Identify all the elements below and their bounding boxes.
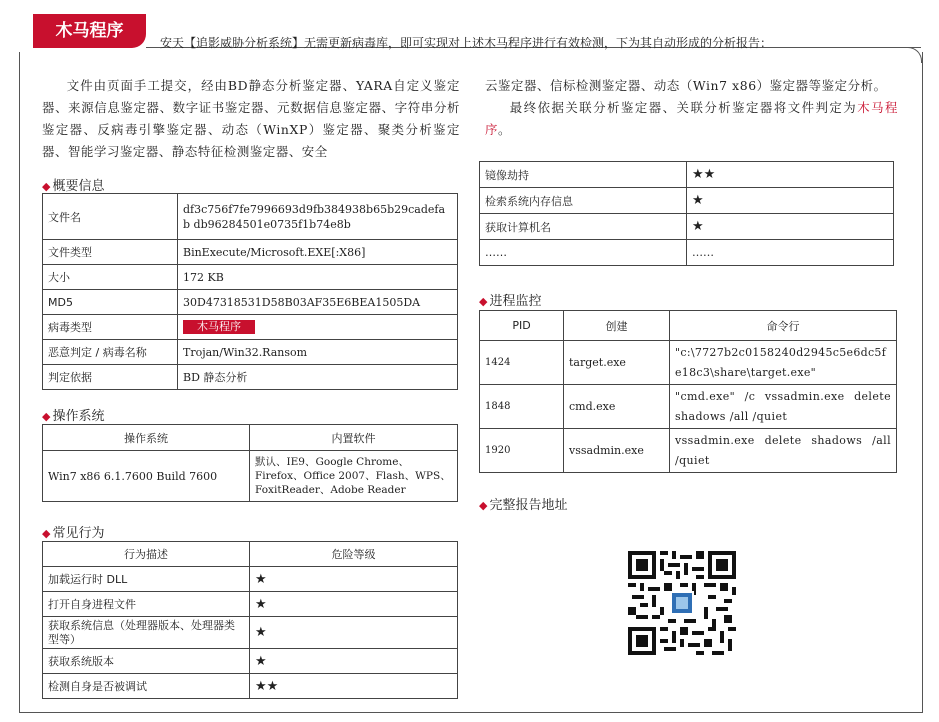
process-name: vssadmin.exe — [564, 429, 670, 473]
behavior-desc: 加载运行时 DLL — [43, 567, 250, 592]
overview-title — [42, 175, 104, 194]
intro-left — [42, 75, 460, 163]
report-title-text: 完整报告地址 — [489, 498, 568, 513]
overview-value: 172 KB — [178, 265, 458, 290]
table-row — [480, 188, 894, 214]
overview-label: 病毒类型 — [43, 315, 178, 340]
software-value: 默认、IE9、Google Chrome、Firefox、Office 2007、Flash、WPS、FoxitReader、Adobe Reader — [250, 451, 458, 502]
behavior-desc: 获取计算机名 — [480, 214, 687, 240]
process-cmd: vssadmin.exe delete shadows /all /quiet — [670, 429, 897, 473]
diamond-icon: ◆ — [479, 295, 488, 308]
overview-value: BinExecute/Microsoft.EXE[:X86] — [178, 240, 458, 265]
behavior-desc: 获取系统版本 — [43, 649, 250, 674]
process-pid: 1848 — [480, 385, 564, 429]
table-row — [43, 265, 458, 290]
table-row — [480, 162, 894, 188]
behavior-level: ★ — [250, 592, 458, 617]
behavior-desc: 打开自身进程文件 — [43, 592, 250, 617]
behavior-desc: …… — [480, 240, 687, 266]
category-tag: 木马程序 — [33, 14, 146, 48]
table-row — [43, 567, 458, 592]
process-pid: 1424 — [480, 341, 564, 385]
virus-type-badge: 木马程序 — [183, 320, 255, 334]
behaviors-cont-table — [479, 161, 894, 266]
conclusion-verdict: 木马程序 — [485, 100, 899, 137]
overview-label: 文件名 — [43, 194, 178, 240]
os-title-text: 操作系统 — [52, 409, 105, 424]
overview-label: 文件类型 — [43, 240, 178, 265]
behavior-desc: 检索系统内存信息 — [480, 188, 687, 214]
process-pid: 1920 — [480, 429, 564, 473]
os-value: Win7 x86 6.1.7600 Build 7600 — [43, 451, 250, 502]
table-row — [480, 311, 897, 341]
table-row — [43, 592, 458, 617]
os-header: 操作系统 — [43, 425, 250, 451]
table-row — [43, 340, 458, 365]
table-row — [43, 365, 458, 390]
behavior-desc: 获取系统信息（处理器版本、处理器类型等） — [43, 617, 250, 649]
table-row — [43, 315, 458, 340]
overview-table — [42, 193, 458, 390]
table-row — [43, 649, 458, 674]
overview-value: 30D47318531D58B03AF35E6BEA1505DA — [178, 290, 458, 315]
diamond-icon: ◆ — [479, 499, 488, 512]
process-name: target.exe — [564, 341, 670, 385]
table-row — [480, 240, 894, 266]
overview-label: 大小 — [43, 265, 178, 290]
os-table — [42, 424, 458, 502]
behavior-level: ★★ — [687, 162, 894, 188]
table-row — [43, 451, 458, 502]
overview-value: Trojan/Win32.Ransom — [178, 340, 458, 365]
behavior-desc: 镜像劫持 — [480, 162, 687, 188]
intro-conclusion — [485, 97, 898, 141]
table-row — [43, 617, 458, 649]
table-row — [43, 290, 458, 315]
diamond-icon: ◆ — [42, 410, 51, 423]
behavior-desc-header: 行为描述 — [43, 542, 250, 567]
qr-code-icon[interactable] — [628, 551, 736, 655]
overview-value — [178, 315, 458, 340]
behavior-level-header: 危险等级 — [250, 542, 458, 567]
software-header: 内置软件 — [250, 425, 458, 451]
process-title-text: 进程监控 — [489, 294, 542, 309]
table-row — [480, 341, 897, 385]
intro-right-text: 云鉴定器、信标检测鉴定器、动态（Win7 x86）鉴定器等鉴定分析。 — [485, 78, 887, 93]
behavior-level: ★ — [250, 649, 458, 674]
behavior-desc: 检测自身是否被调试 — [43, 674, 250, 699]
process-table — [479, 310, 897, 473]
table-row — [480, 429, 897, 473]
table-row — [43, 240, 458, 265]
table-row — [43, 674, 458, 699]
created-header: 创建 — [564, 311, 670, 341]
behavior-level: …… — [687, 240, 894, 266]
table-row — [480, 385, 897, 429]
behavior-level: ★ — [687, 214, 894, 240]
behaviors-table — [42, 541, 458, 699]
behavior-level: ★ — [250, 617, 458, 649]
overview-label: 恶意判定 / 病毒名称 — [43, 340, 178, 365]
conclusion-prefix: 最终依据关联分析鉴定器、关联分析鉴定器将文件判定为 — [509, 100, 858, 115]
table-row — [43, 194, 458, 240]
process-name: cmd.exe — [564, 385, 670, 429]
process-cmd: "cmd.exe" /c vssadmin.exe delete shadows /all /quiet — [670, 385, 897, 429]
intro-left-text: 文件由页面手工提交，经由BD静态分析鉴定器、YARA自定义鉴定器、来源信息鉴定器、数字证书鉴定器、元数据信息鉴定器、字符串分析鉴定器、反病毒引擎鉴定器、动态（WinXP）鉴定器、聚类分析鉴定器、智能学习鉴定器、静态特征检测鉴定器、安全 — [42, 78, 460, 159]
process-cmd: "c:\7727b2c0158240d2945c5e6dc5fe18c3\share\target.exe" — [670, 341, 897, 385]
header-description: 安天【追影威胁分析系统】无需更新病毒库，即可实现对上述木马程序进行有效检测，下为其自动形成的分析报告： — [160, 36, 773, 50]
behaviors-title — [42, 522, 104, 541]
overview-title-text: 概要信息 — [52, 179, 105, 194]
diamond-icon: ◆ — [42, 527, 51, 540]
behavior-level: ★★ — [250, 674, 458, 699]
os-title — [42, 405, 104, 424]
behaviors-title-text: 常见行为 — [52, 526, 105, 541]
report-title — [479, 494, 567, 513]
table-row — [43, 425, 458, 451]
overview-label: MD5 — [43, 290, 178, 315]
diamond-icon: ◆ — [42, 180, 51, 193]
conclusion-suffix: 。 — [498, 122, 511, 137]
overview-value: df3c756f7fe7996693d9fb384938b65b29cadefab db96284501e0735f1b74e8b — [178, 194, 458, 240]
overview-value: BD 静态分析 — [178, 365, 458, 390]
process-title — [479, 290, 541, 309]
behavior-level: ★ — [687, 188, 894, 214]
frame-corner — [906, 47, 922, 63]
table-row — [480, 214, 894, 240]
cmd-header: 命令行 — [670, 311, 897, 341]
table-row — [43, 542, 458, 567]
overview-label: 判定依据 — [43, 365, 178, 390]
pid-header: PID — [480, 311, 564, 341]
intro-right — [485, 75, 898, 141]
behavior-level: ★ — [250, 567, 458, 592]
